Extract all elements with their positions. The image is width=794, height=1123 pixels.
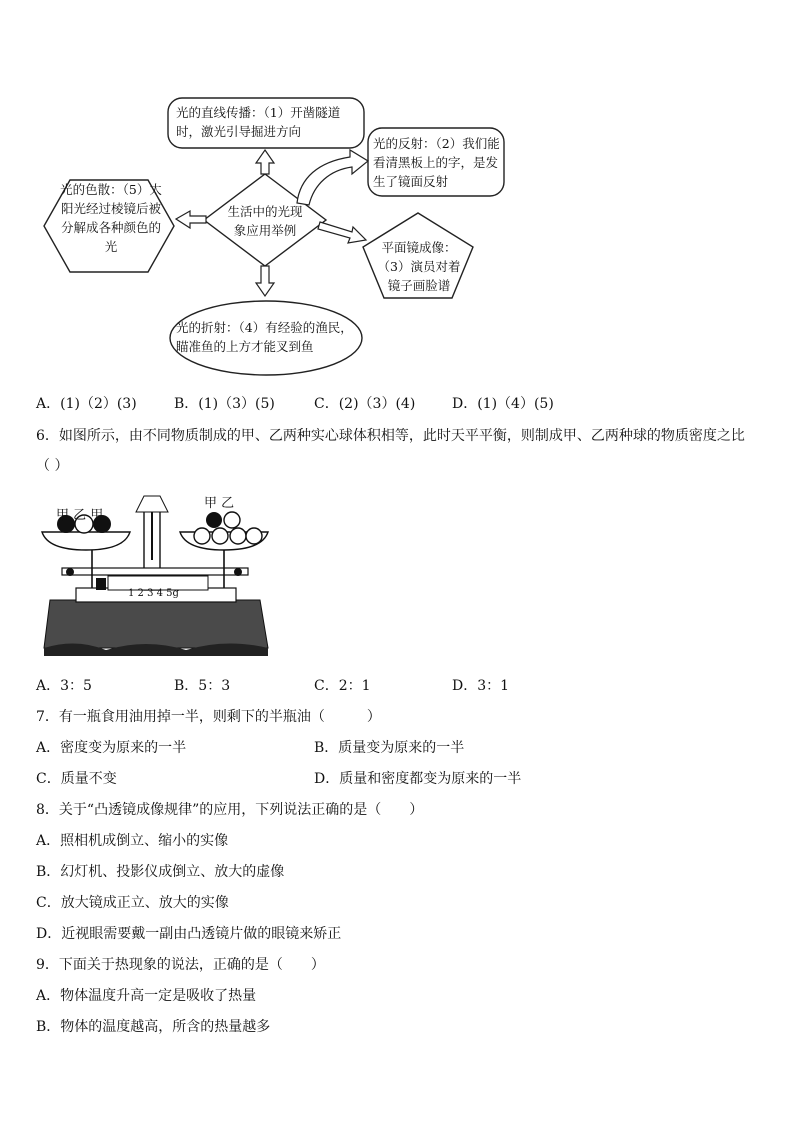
- q6-option-d: D．3：1: [452, 678, 510, 694]
- q8-option-d: D．近视眼需要戴一副由凸透镜片做的眼镜来矫正: [36, 926, 342, 942]
- q5-option-a: A．(1)（2）(3): [36, 396, 137, 412]
- q8-option-a: A．照相机成倒立、缩小的实像: [36, 833, 229, 849]
- scale-numbers: 1 2 3 4 5g: [128, 588, 179, 599]
- q6-option-c: C．2：1: [314, 678, 371, 694]
- q7-option-b: B．质量变为原来的一半: [314, 740, 465, 756]
- top-box-text: 光的直线传播：（1）开凿隧道时，激光引导掘进方向: [176, 105, 341, 139]
- q9-option-b: B．物体的温度越高，所含的热量越多: [36, 1019, 271, 1035]
- up-arrow: [256, 150, 274, 174]
- q7-option-a: A．密度变为原来的一半: [36, 740, 187, 756]
- q5-option-d: D．(1)（4）(5): [452, 396, 554, 412]
- right-pan-labels: 甲 乙: [204, 496, 235, 511]
- q8-option-c: C．放大镜成正立、放大的实像: [36, 895, 229, 911]
- left-pan-labels: 甲 乙 甲: [56, 508, 104, 523]
- q6-stem-line1: 6．如图所示，由不同物质制成的甲、乙两种实心球体积相等，此时天平平衡，则制成甲、乙两种球的物质密度之比: [36, 428, 745, 444]
- left-arrow: [176, 211, 206, 228]
- q5-option-b: B．(1)（3）(5): [174, 396, 275, 412]
- q7-option-c: C．质量不变: [36, 771, 117, 787]
- q8-stem: 8．关于“凸透镜成像规律”的应用，下列说法正确的是（ ）: [36, 802, 424, 818]
- right-down-arrow: [318, 222, 366, 243]
- right-top-box-text: 光的反射：（2）我们能看清黑板上的字，是发生了镜面反射: [373, 136, 500, 189]
- light-phenomena-diagram: [0, 0, 794, 390]
- down-arrow: [256, 266, 274, 296]
- q8-option-b: B．幻灯机、投影仪成倒立、放大的虚像: [36, 864, 285, 880]
- q6-stem-line2: （ ）: [36, 458, 69, 474]
- right-bottom-box-text: 平面镜成像：（3）演员对着镜子画脸谱: [377, 240, 461, 293]
- q6-option-a: A．3：5: [36, 678, 92, 694]
- q5-option-c: C．(2)（3）(4): [314, 396, 416, 412]
- center-text: 生活中的光现象应用举例: [227, 204, 303, 238]
- q7-stem: 7．有一瓶食用油用掉一半，则剩下的半瓶油（ ）: [36, 709, 381, 725]
- q9-option-a: A．物体温度升高一定是吸收了热量: [36, 988, 257, 1004]
- q9-stem: 9．下面关于热现象的说法，正确的是（ ）: [36, 957, 325, 973]
- q7-option-d: D．质量和密度都变为原来的一半: [314, 771, 522, 787]
- balance-figure: [36, 488, 276, 660]
- q6-option-b: B．5：3: [174, 678, 231, 694]
- left-box-text: 光的色散：（5）太阳光经过棱镜后被分解成各种颜色的光: [60, 182, 162, 254]
- curved-arrow: [297, 150, 368, 205]
- bottom-box-text: 光的折射：（4）有经验的渔民，瞄准鱼的上方才能叉到鱼: [176, 320, 353, 354]
